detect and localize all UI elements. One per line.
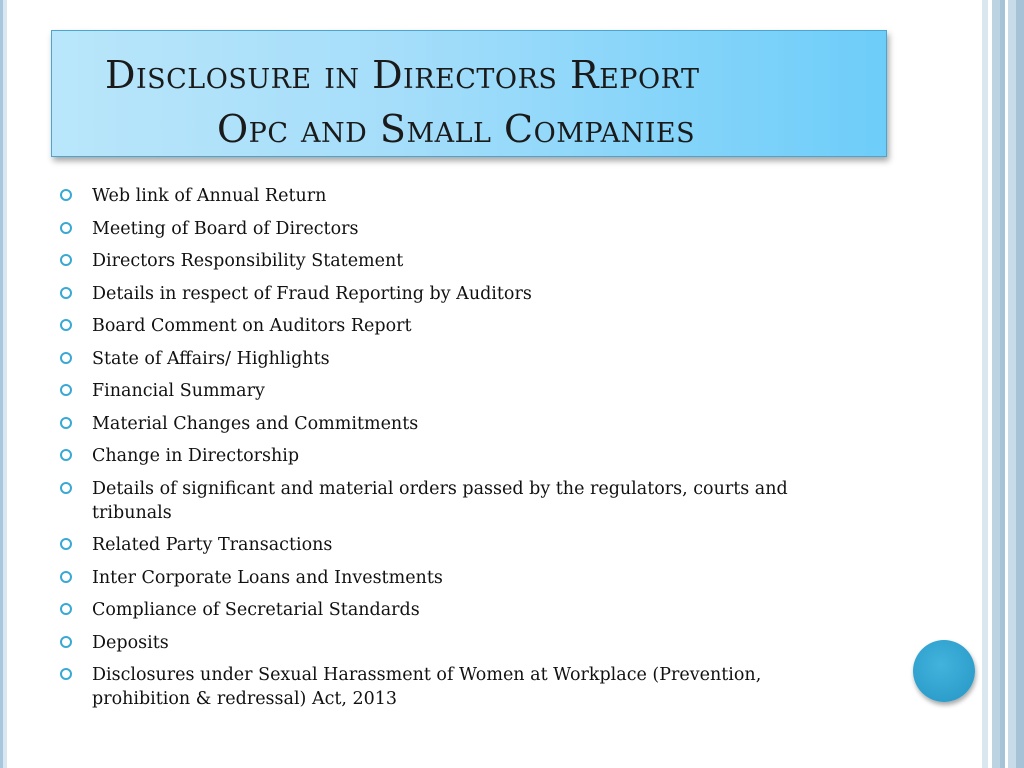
bullet-text: Financial Summary: [92, 381, 265, 401]
bullet-item: [60, 282, 840, 306]
bullet-text: Web link of Annual Return: [92, 186, 327, 206]
bullet-item: [60, 663, 840, 711]
slide-title-line-1: Disclosure in Directors Report: [105, 53, 700, 97]
bullet-text: Board Comment on Auditors Report: [92, 316, 412, 336]
bullet-circle-icon: [60, 668, 72, 680]
bullet-item: [60, 249, 840, 273]
bullet-circle-icon: [60, 222, 72, 234]
bullet-circle-icon: [60, 571, 72, 583]
left-edge-decoration: [0, 0, 7, 768]
bullet-item: [60, 566, 840, 590]
bullet-circle-icon: [60, 636, 72, 648]
bullet-item: [60, 379, 840, 403]
bullet-text: Details of significant and material orders passed by the regulators, courts and tribunals: [92, 478, 788, 523]
bullet-circle-icon: [60, 287, 72, 299]
bullet-text: Change in Directorship: [92, 446, 300, 466]
bullet-item: [60, 444, 840, 468]
bullet-circle-icon: [60, 538, 72, 550]
bullet-text: State of Affairs/ Highlights: [92, 348, 330, 369]
slide-title-line-2: Opc and Small Companies: [217, 107, 696, 151]
bullet-circle-icon: [60, 319, 72, 331]
bullet-item: [60, 631, 840, 655]
bullet-item: [60, 184, 840, 208]
bullet-item: [60, 412, 840, 436]
bullet-item: [60, 598, 840, 622]
bullet-circle-icon: [60, 254, 72, 266]
bullet-item: [60, 314, 840, 338]
bullet-list: [60, 184, 840, 720]
bullet-circle-icon: [60, 449, 72, 461]
circle-nav-icon[interactable]: [913, 640, 975, 702]
bullet-item: [60, 477, 840, 525]
bullet-text: Compliance of Secretarial Standards: [92, 600, 420, 620]
bullet-item: [60, 347, 840, 371]
bullet-text: Disclosures under Sexual Harassment of Women at Workplace (Prevention, prohibition & redressal) Act, 2013: [92, 665, 762, 709]
bullet-circle-icon: [60, 189, 72, 201]
bullet-text: Related Party Transactions: [92, 535, 333, 555]
bullet-circle-icon: [60, 352, 72, 364]
bullet-text: Inter Corporate Loans and Investments: [92, 567, 443, 588]
right-stripes-decoration: [978, 0, 1024, 768]
bullet-circle-icon: [60, 482, 72, 494]
title-box: [51, 30, 887, 157]
bullet-circle-icon: [60, 603, 72, 615]
bullet-item: [60, 533, 840, 557]
bullet-text: Meeting of Board of Directors: [92, 218, 359, 239]
bullet-item: [60, 217, 840, 241]
bullet-circle-icon: [60, 384, 72, 396]
bullet-text: Deposits: [92, 632, 169, 653]
bullet-text: Material Changes and Commitments: [92, 413, 419, 434]
bullet-text: Details in respect of Fraud Reporting by Auditors: [92, 283, 532, 304]
bullet-circle-icon: [60, 417, 72, 429]
bullet-text: Directors Responsibility Statement: [92, 251, 404, 271]
